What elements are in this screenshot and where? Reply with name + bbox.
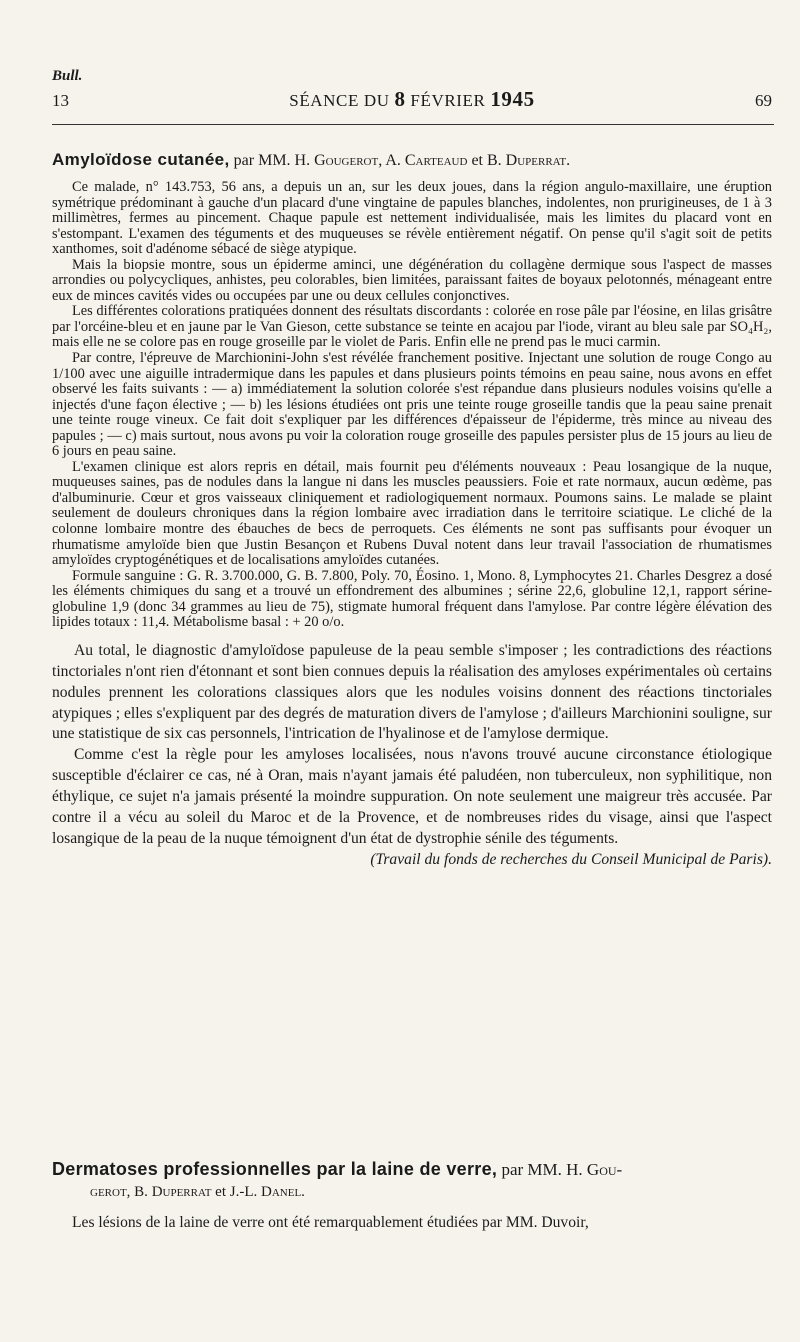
byline-prefix: par MM. H. — [501, 1160, 583, 1179]
page-number: 69 — [755, 91, 772, 110]
discussion-block — [52, 641, 772, 871]
byline-separator: , B. — [126, 1184, 148, 1200]
case-paragraph: L'examen clinique est alors repris en détail, mais fournit peu d'éléments nouveaux : Peau losangique de la nuque, muqueuses saines, pas de nodules dans la langue ni dans les muscles peaussiers. Foie et rate normaux, aucun œdème, pas d'albuminurie. Cœur et gros vaisseaux cliniquement et radiologiquement normaux. Poumons sains. Le malade se plaint seulement de douleurs chroniques dans la région lombaire avec irradiation dans le territoire sciatique. Le cliché de la colonne lombaire montre des ébauches de becs de perroquets. Ces éléments ne sont pas suffisants pour évoquer un rhumatisme amyloïde bien que Justin Besançon et Rubens Duval notent dans leur travail l'association de rhumatismes amyloïdes cryptogénétiques et de localisations amyloïdes cutanées. — [52, 458, 772, 569]
article-title-line — [52, 150, 772, 170]
article-title: Amyloïdose cutanée, — [52, 150, 230, 169]
byline-separator: et B. — [471, 152, 502, 169]
article-title: Dermatoses professionnelles par la laine de verre, — [52, 1159, 498, 1179]
case-paragraph: Par contre, l'épreuve de Marchionini-John s'est révélée franchement positive. Injectant une solution de rouge Congo au 1/100 avec une aiguille intradermique dans les papules et dans plusieurs points témoins en peau saine, nous avons en effet observé les faits suivants : — a) immédiatement la solution colorée s'est répandue dans plusieurs nodules voisins qu'elle a injectés d'une façon élective ; — b) les lésions étudiées ont pris une teinte rouge groseille tandis que la peau saine prenait une teinte rouge vineux. Ce fait doit s'expliquer par les différences d'épaisseur de l'épiderme, très mince au niveau des papules ; — c) mais surtout, nous avons pu voir la coloration rouge groseille des papules persister plus de 15 jours au lieu de 6 jours en peau saine. — [52, 350, 772, 460]
funding-note: (Travail du fonds de recherches du Conseil Municipal de Paris). — [370, 850, 772, 868]
session-year: 1945 — [490, 87, 535, 111]
volume-number: 13 — [52, 91, 69, 110]
byline-separator: et J.-L. — [215, 1184, 258, 1200]
session-month: FÉVRIER — [410, 91, 486, 110]
running-header — [52, 68, 772, 112]
byline-continuation — [52, 1181, 772, 1203]
discussion-paragraph: Au total, le diagnostic d'amyloïdose papuleuse de la peau semble s'imposer ; les contradictions des réactions tinctoriales n'ont rien d'étonnant et sont bien connues depuis la réalisation des amyloses expérimentales où certains nodules prennent les colorations classiques alors que les nodules voisins donnent des réactions tinctoriales atypiques ; elles s'expliquent par des degrés de maturation divers de l'amylose ; d'ailleurs Marchionini souligne, sur une statistique de six cas personnels, l'intrication de l'hyalinose et de l'amylose dermique. — [52, 641, 772, 743]
case-paragraph: Formule sanguine : G. R. 3.700.000, G. B. 7.800, Poly. 70, Éosino. 1, Mono. 8, Lymphocytes 21. Charles Desgrez a dosé les éléments chimiques du sang et a trouvé un effondrement des albumines ; sérine 22,6, globuline 12,1, rapport sérine-globuline 1,9 (donc 34 grammes au lieu de 75), stigmate humoral fréquent dans l'amylose. Par contre légère élévation des lipides totaux : 11,4. Métabolisme basal : + 20 o/o. — [52, 567, 772, 631]
byline-end: . — [566, 152, 571, 169]
author-name: Danel — [261, 1184, 302, 1200]
author-name: Duperrat — [505, 152, 567, 169]
case-paragraph: Ce malade, n° 143.753, 56 ans, a depuis un an, sur les deux joues, dans la région angulo-maxillaire, une éruption symétrique prédominant à gauche d'un placard d'une vingtaine de papules blanches, indolentes, non prurigineuses, de 1 à 3 millimètres, fermes au pincement. Chaque papule est nettement individualisée, mais les limites du placard vont en s'estompant. L'examen des téguments et des muqueuses se révèle entièrement négatif. On pense qu'il s'agit soit de petits xanthomes, soit d'adénome sébacé de siège atypique. — [52, 179, 772, 258]
article-title-line — [52, 1158, 772, 1203]
case-paragraph: Les différentes colorations pratiquées donnent des résultats discordants : colorée en rose pâle par l'éosine, en lilas grisâtre par l'orcéine-bleu et en jaune par le Van Gieson, cette substance se teinte en acajou par l'iode, virant au bleu sale par SO₄H₂, mais elle ne se colore pas en rouge groseille par le violet de Paris. Enfin elle ne prend pas le muci carmin. — [52, 303, 772, 351]
author-name: gerot — [90, 1184, 127, 1200]
journal-abbreviation: Bull. — [52, 68, 83, 84]
case-paragraph: Mais la biopsie montre, sous un épiderme aminci, une dégénération du collagène dermique sous l'aspect de masses arrondies ou polycycliques, anhistes, peu colorables, bien limitées, paraissant faites de boyaux pelotonnés, ménageant entre eux de minces cavités vides ou occupées par une ou deux cellules conjonctives. — [52, 256, 772, 304]
byline-separator: , A. — [378, 152, 401, 169]
author-name: Gougerot — [314, 152, 379, 169]
session-title-prefix: SÉANCE DU — [289, 91, 390, 110]
author-name: Gou- — [586, 1160, 623, 1179]
byline-end: . — [301, 1184, 305, 1200]
author-name: Carteaud — [404, 152, 468, 169]
case-report-block — [52, 180, 772, 631]
header-row — [52, 87, 772, 112]
header-rule — [52, 124, 774, 125]
article-first-line: Les lésions de la laine de verre ont été remarquablement étudiées par MM. Duvoir, — [72, 1214, 589, 1231]
author-name: Duperrat — [151, 1184, 212, 1200]
discussion-paragraph: Comme c'est la règle pour les amyloses localisées, nous n'avons trouvé aucune circonstance étiologique susceptible d'éclairer ce cas, né à Oran, mais n'ayant jamais été paludéen, non tuberculeux, non syphilitique, non éthylique, ce sujet n'a jamais présenté la moindre suppuration. On note seulement une maigreur très accusée. Par contre il a vécu au soleil du Maroc et de la Provence, et de nombreuses rides du visage, ainsi que l'aspect losangique de la peau de la nuque témoignent d'un état de dystrophie sénile des téguments. — [52, 746, 772, 848]
byline-prefix: par MM. H. — [233, 152, 311, 169]
session-title — [289, 87, 534, 112]
session-day: 8 — [394, 87, 406, 111]
article-dermatoses — [52, 1158, 772, 1233]
article-amyloidose — [52, 150, 772, 871]
